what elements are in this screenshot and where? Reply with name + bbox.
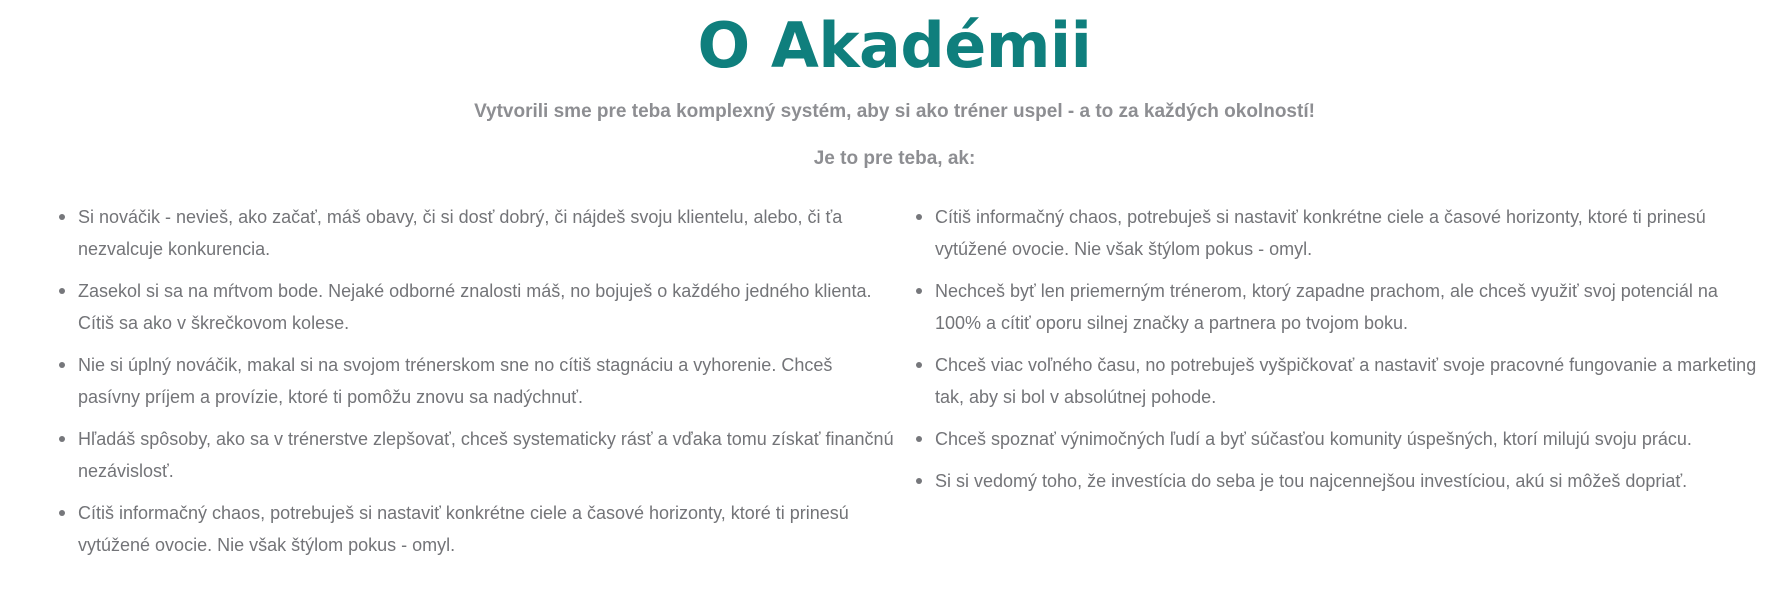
bullet-icon (916, 362, 922, 368)
list-item (914, 423, 1759, 455)
list-item (57, 201, 895, 265)
list-item (57, 497, 895, 561)
list-item (57, 275, 895, 339)
list-item (914, 201, 1759, 265)
list-item-text: Si nováčik - nevieš, ako začať, máš obavy, či si dosť dobrý, či nájdeš svoju klientelu, alebo, či ťa nezvalcuje konkurencia. (78, 207, 843, 259)
list-item-text: Hľadáš spôsoby, ako sa v trénerstve zlepšovať, chceš systematicky rásť a vďaka tomu získať finančnú nezávislosť. (78, 429, 894, 481)
bullet-icon (916, 436, 922, 442)
left-bullet-list (57, 201, 895, 571)
list-item (914, 349, 1759, 413)
list-item-text: Zasekol si sa na mŕtvom bode. Nejaké odborné znalosti máš, no bojuješ o každého jedného klienta. Cítiš sa ako v škrečkovom kolese. (78, 281, 872, 333)
list-item-text: Cítiš informačný chaos, potrebuješ si nastaviť konkrétne ciele a časové horizonty, ktoré ti prinesú vytúžené ovocie. Nie však štýlom pokus - omyl. (78, 503, 849, 555)
list-intro: Je to pre teba, ak: (813, 148, 976, 169)
bullet-icon (59, 510, 65, 516)
list-item (57, 423, 895, 487)
list-item-text: Cítiš informačný chaos, potrebuješ si nastaviť konkrétne ciele a časové horizonty, ktoré ti prinesú vytúžené ovocie. Nie však štýlom pokus - omyl. (935, 207, 1706, 259)
list-item-text: Chceš spoznať výnimočných ľudí a byť súčasťou komunity úspešných, ktorí milujú svoju prácu. (935, 429, 1692, 449)
list-item (57, 349, 895, 413)
bullet-icon (916, 478, 922, 484)
bullet-icon (59, 214, 65, 220)
list-item-text: Nechceš byť len priemerným trénerom, ktorý zapadne prachom, ale chceš využiť svoj potenciál na 100% a cítiť oporu silnej značky a partnera po tvojom boku. (935, 281, 1718, 333)
list-item (914, 275, 1759, 339)
right-bullet-list (914, 201, 1759, 507)
bullet-icon (59, 288, 65, 294)
list-item-text: Chceš viac voľného času, no potrebuješ vyšpičkovať a nastaviť svoje pracovné fungovanie a marketing tak, aby si bol v absolútnej pohode. (935, 355, 1757, 407)
list-item-text: Si si vedomý toho, že investícia do seba je tou najcennejšou investíciou, akú si môžeš dopriať. (935, 471, 1688, 491)
bullet-icon (916, 214, 922, 220)
bullet-icon (59, 362, 65, 368)
page-title: O Akadémii (697, 9, 1092, 82)
list-item (914, 465, 1759, 497)
bullet-icon (916, 288, 922, 294)
list-item-text: Nie si úplný nováčik, makal si na svojom trénerskom sne no cítiš stagnáciu a vyhorenie. Chceš pasívny príjem a provízie, ktoré ti pomôžu znovu sa nadýchnuť. (78, 355, 833, 407)
bullet-icon (59, 436, 65, 442)
page-subtitle: Vytvorili sme pre teba komplexný systém, aby si ako tréner uspel - a to za každých okolností! (474, 101, 1315, 122)
